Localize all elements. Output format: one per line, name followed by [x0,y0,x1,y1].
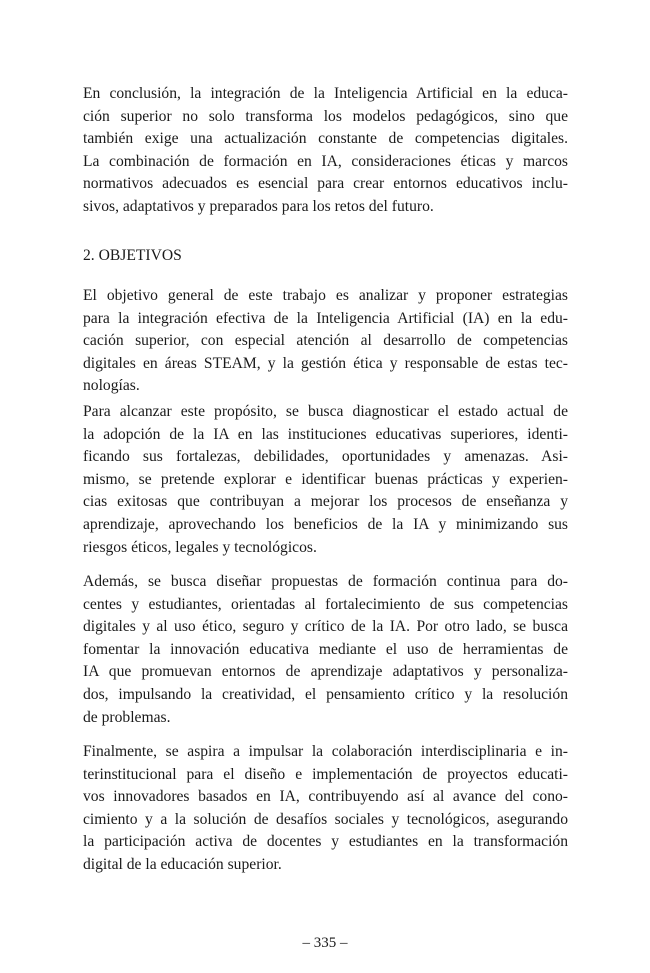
text-line: vos innovadores basados en IA, contribuyendo así al avance del cono- [83,788,568,806]
section-heading: 2. OBJETIVOS [83,247,182,264]
text-line: fomentar la innovación educativa mediante el uso de herramientas de [83,640,568,658]
text-line: cimiento y a la solución de desafíos sociales y tecnológicos, asegurando [83,810,568,828]
page-body [83,83,568,873]
paragraph-training [83,571,568,729]
paragraph-conclusion [83,83,568,219]
text-line: digitales en áreas STEAM, y la gestión ética y responsable de estas tec- [83,354,568,372]
paragraph-diagnosis [83,401,568,559]
text-line: centes y estudiantes, orientadas al fortalecimiento de sus competencias [83,595,568,613]
text-line: ción superior no solo transforma los modelos pedagógicos, sino que [83,107,568,125]
text-line: cias exitosas que contribuyan a mejorar los procesos de enseñanza y [83,493,568,511]
text-line: de problemas. [83,708,171,726]
text-line: dos, impulsando la creatividad, el pensamiento crítico y la resolución [83,685,568,703]
text-line: El objetivo general de este trabajo es analizar y proponer estrategias [83,287,568,304]
text-line: aprendizaje, aprovechando los beneficios de la IA y minimizando sus [83,515,568,533]
text-line: cación superior, con especial atención al desarrollo de competencias [83,332,568,350]
text-line: digitales y al uso ético, seguro y crítico de la IA. Por otro lado, se busca [83,618,568,636]
page-number: – 335 – [302,935,348,951]
text-line: En conclusión, la integración de la Inteligencia Artificial en la educa- [83,85,568,102]
paragraph-collaboration [83,741,568,877]
text-line: Finalmente, se aspira a impulsar la colaboración interdisciplinaria e in- [83,743,568,760]
text-line: La combinación de formación en IA, consideraciones éticas y marcos [83,152,568,170]
text-line: para la integración efectiva de la Inteligencia Artificial (IA) en la edu- [83,309,568,327]
paragraph-objective-general [83,285,568,398]
text-line: la adopción de la IA en las instituciones educativas superiores, identi- [83,425,568,443]
text-line: mismo, se pretende explorar e identificar buenas prácticas y experien- [83,470,568,488]
text-line: nologías. [83,377,140,395]
text-line: IA que promuevan entornos de aprendizaje adaptativos y personaliza- [83,663,568,681]
text-line: Para alcanzar este propósito, se busca diagnosticar el estado actual de [83,403,568,420]
text-line: la participación activa de docentes y estudiantes en la transformación [83,833,568,851]
text-line: normativos adecuados es esencial para crear entornos educativos inclu- [83,175,568,193]
text-line: Además, se busca diseñar propuestas de formación continua para do- [83,573,568,590]
text-line: terinstitucional para el diseño e implementación de proyectos educati- [83,765,568,783]
text-line: riesgos éticos, legales y tecnológicos. [83,538,317,556]
text-line: sivos, adaptativos y preparados para los retos del futuro. [83,197,434,215]
text-line: también exige una actualización constante de competencias digitales. [83,130,568,148]
text-line: ficando sus fortalezas, debilidades, oportunidades y amenazas. Asi- [83,448,568,466]
text-line: digital de la educación superior. [83,855,282,873]
